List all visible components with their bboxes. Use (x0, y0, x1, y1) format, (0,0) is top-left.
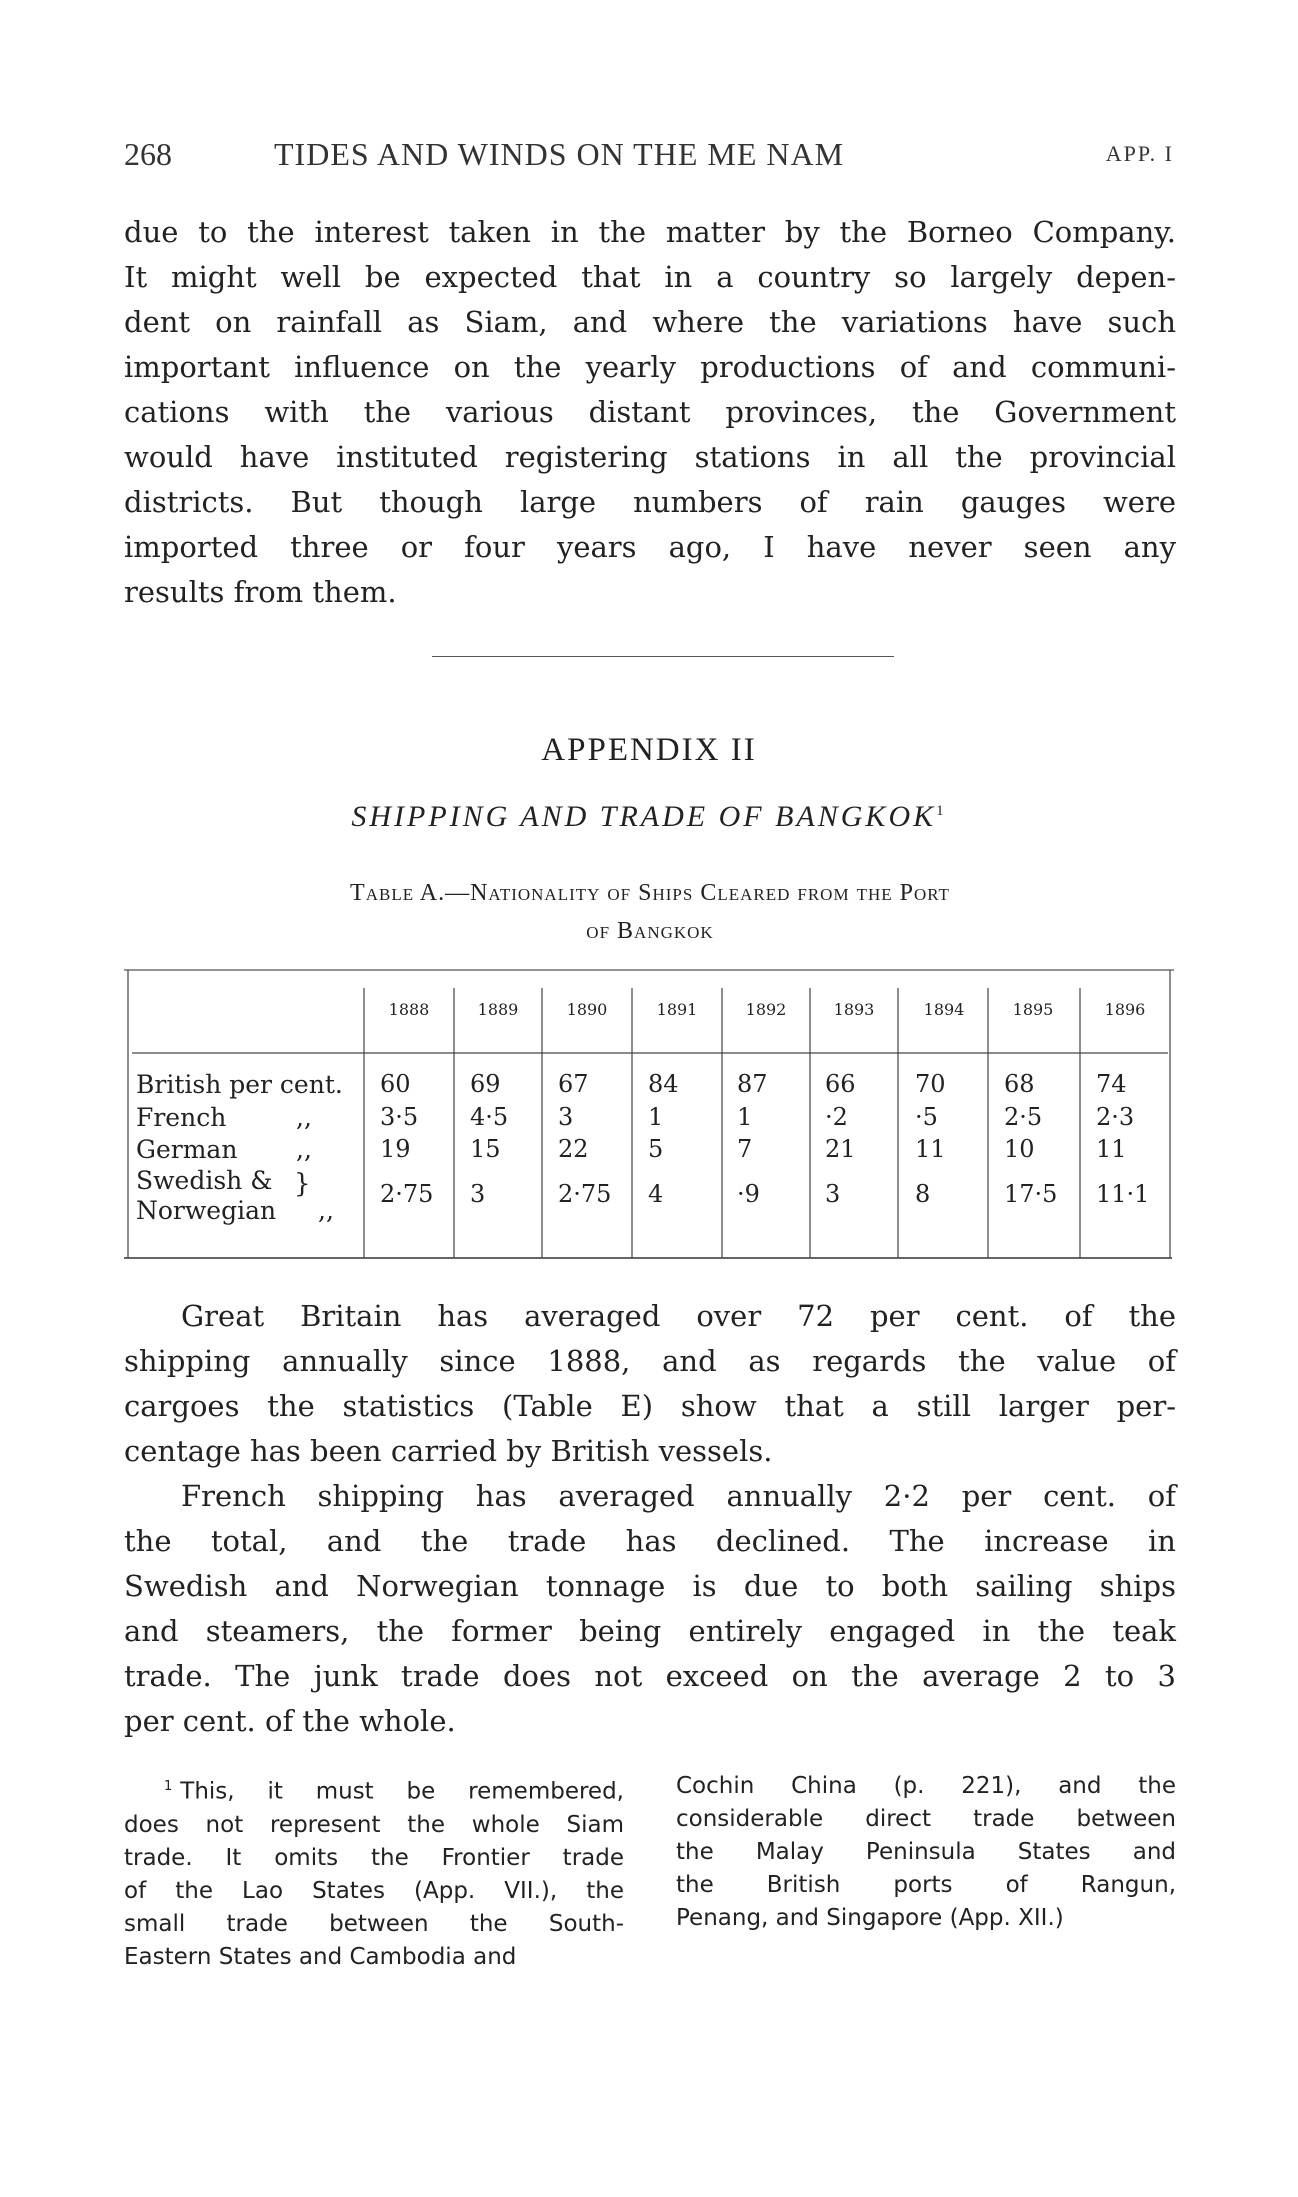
footnote-line: the British ports of Rangun, (676, 1872, 1176, 1898)
text-line: per cent. of the whole. (124, 1704, 456, 1738)
table-cell: 2·75 (558, 1180, 612, 1208)
section-divider (432, 656, 894, 657)
footnote-line: small trade between the South- (124, 1910, 624, 1937)
footnote-line: trade. It omits the Frontier trade (124, 1844, 624, 1871)
row-label-british (136, 1070, 343, 1099)
column-header: 1890 (566, 1000, 608, 1019)
table-cell: 22 (558, 1135, 589, 1163)
text-line: due to the interest taken in the matter by the Borneo Company. (124, 215, 1176, 249)
table-cell: 5 (648, 1135, 664, 1163)
row-label-swedish-norwegian (136, 1166, 272, 1195)
table-cell: 3 (825, 1180, 841, 1208)
column-header: 1893 (833, 1000, 875, 1019)
table-cell: 7 (737, 1135, 753, 1163)
table-cell: 15 (470, 1135, 501, 1163)
column-header: 1889 (477, 1000, 519, 1019)
running-title: TIDES AND WINDS ON THE ME NAM (274, 136, 845, 172)
table-cell: 84 (648, 1070, 679, 1098)
footnote-text: This, it must be remembered, (180, 1778, 624, 1805)
body-paragraph-1 (124, 1294, 1176, 1474)
footnote-line: considerable direct trade between (676, 1806, 1176, 1832)
table-caption-line: Table A.—Nationality of Ships Cleared from the Port (350, 880, 950, 906)
row-label-text: British per cent. (136, 1070, 343, 1099)
column-header: 1891 (656, 1000, 698, 1019)
row-label-text: German (136, 1135, 238, 1164)
table-cell: 3 (470, 1180, 486, 1208)
table-cell: 3 (558, 1103, 574, 1131)
intro-paragraph (124, 210, 1176, 615)
text-line: imported three or four years ago, I have never seen any (124, 530, 1176, 564)
appendix-heading: APPENDIX II (541, 732, 757, 768)
text-line: results from them. (124, 575, 397, 609)
table-cell: 19 (380, 1135, 411, 1163)
table-cell: 8 (915, 1180, 931, 1208)
footnote-line: Penang, and Singapore (App. XII.) (676, 1905, 1064, 1931)
footnote-line (124, 1770, 624, 1809)
table-cell: 69 (470, 1070, 501, 1098)
table-cell: 67 (558, 1070, 589, 1098)
table-cell: 11 (915, 1135, 946, 1163)
footnote-mark: 1 (936, 803, 947, 819)
text-line: cargoes the statistics (Table E) show that a still larger per- (124, 1389, 1176, 1423)
appendix-reference: APP. I (1105, 141, 1174, 166)
table-cell: 2·75 (380, 1180, 434, 1208)
footnote-column-left (124, 1770, 624, 1974)
table-cell: 66 (825, 1070, 856, 1098)
text-line: the total, and the trade has declined. The increase in (124, 1524, 1176, 1558)
footnote-line: the Malay Peninsula States and (676, 1839, 1176, 1865)
text-line: shipping annually since 1888, and as regards the value of (124, 1344, 1176, 1378)
row-label-text: French (136, 1103, 227, 1132)
column-header: 1896 (1104, 1000, 1146, 1019)
row-label-text: Norwegian (136, 1196, 277, 1225)
table-cell: 87 (737, 1070, 768, 1098)
row-label-french (136, 1103, 312, 1132)
table-cell: ·5 (915, 1103, 938, 1131)
column-header: 1888 (388, 1000, 430, 1019)
text-line: dent on rainfall as Siam, and where the variations have such (124, 305, 1176, 339)
running-head (124, 132, 1174, 176)
page-number: 268 (124, 136, 172, 172)
text-line: important influence on the yearly productions of and communi- (124, 350, 1176, 384)
table-cell: 70 (915, 1070, 946, 1098)
section-title (0, 800, 1298, 834)
table-cell: ·9 (737, 1180, 760, 1208)
table-cell: 1 (648, 1103, 664, 1131)
ditto-mark: ,, (296, 1135, 312, 1164)
brace-mark: } (294, 1169, 311, 1199)
row-label-german (136, 1135, 312, 1164)
body-paragraph-2 (124, 1474, 1176, 1744)
table-cell: 3·5 (380, 1103, 419, 1131)
table-cell: 74 (1096, 1070, 1127, 1098)
text-line: French shipping has averaged annually 2·2 per cent. of (181, 1479, 1176, 1513)
row-label-text: Swedish & (136, 1166, 273, 1195)
table-cell: 4·5 (470, 1103, 509, 1131)
text-line: and steamers, the former being entirely engaged in the teak (124, 1614, 1176, 1648)
ditto-mark: ,, (318, 1196, 334, 1225)
column-header: 1892 (745, 1000, 787, 1019)
table-cell: ·2 (825, 1103, 848, 1131)
table-cell: 17·5 (1004, 1180, 1058, 1208)
row-label-swedish-norwegian-line2 (136, 1196, 334, 1225)
table-cell: 21 (825, 1135, 856, 1163)
section-title-text: SHIPPING AND TRADE OF BANGKOK (351, 800, 937, 833)
text-line: centage has been carried by British vessels. (124, 1434, 773, 1468)
column-header: 1895 (1012, 1000, 1054, 1019)
footnote-line: Cochin China (p. 221), and the (676, 1773, 1176, 1799)
table-cell: 1 (737, 1103, 753, 1131)
table-cell: 4 (648, 1180, 664, 1208)
table-cell: 11·1 (1096, 1180, 1150, 1208)
table-cell: 2·5 (1004, 1103, 1043, 1131)
footnote-line: of the Lao States (App. VII.), the (124, 1877, 624, 1904)
text-line: Great Britain has averaged over 72 per cent. of the (181, 1299, 1176, 1333)
table-cell: 60 (380, 1070, 411, 1098)
column-header: 1894 (923, 1000, 965, 1019)
shipping-table (124, 968, 1174, 1262)
text-line: It might well be expected that in a country so largely depen- (124, 260, 1176, 294)
text-line: districts. But though large numbers of rain gauges were (124, 485, 1176, 519)
text-line: cations with the various distant provinces, the Government (124, 395, 1176, 429)
table-caption (200, 874, 1100, 950)
table-caption-line: of Bangkok (586, 918, 714, 944)
footnote-line: Eastern States and Cambodia and (124, 1943, 517, 1970)
ditto-mark: ,, (296, 1103, 312, 1132)
footnote-column-right (676, 1770, 1176, 1935)
text-line: trade. The junk trade does not exceed on the average 2 to 3 (124, 1659, 1176, 1693)
footnote-line: does not represent the whole Siam (124, 1811, 624, 1838)
table-cell: 68 (1004, 1070, 1035, 1098)
table-body (124, 968, 1174, 1262)
text-line: Swedish and Norwegian tonnage is due to both sailing ships (124, 1569, 1176, 1603)
table-cell: 2·3 (1096, 1103, 1135, 1131)
table-cell: 11 (1096, 1135, 1127, 1163)
footnote-marker: 1 (164, 1779, 173, 1794)
text-line: would have instituted registering stations in all the provincial (124, 440, 1176, 474)
table-cell: 10 (1004, 1135, 1035, 1163)
